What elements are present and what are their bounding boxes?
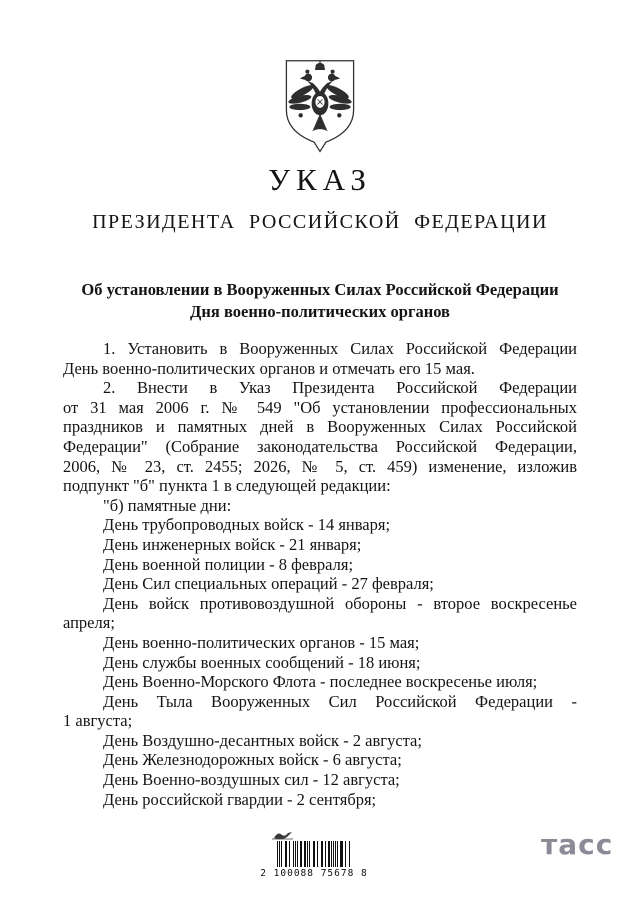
body-line: подпункт "б" пункта 1 в следующей редакции: xyxy=(63,476,391,496)
body-line: День российской гвардии - 2 сентября; xyxy=(103,789,377,809)
body-line: 2. Внести в Указ Президента Российской Федерации xyxy=(103,378,577,398)
body-line: День военной полиции - 8 февраля; xyxy=(103,554,354,574)
body-line: День трубопроводных войск - 14 января; xyxy=(103,515,391,535)
body-line: "б) памятные дни: xyxy=(103,495,232,515)
decree-title-line1: Об установлении в Вооруженных Силах Российской Федерации xyxy=(81,280,559,299)
body-line: День военно-политических органов и отмечать его 15 мая. xyxy=(63,358,475,378)
decree-title-line2: Дня военно-политических органов xyxy=(190,302,450,321)
body-line: День Тыла Вооруженных Сил Российской Федерации - xyxy=(103,691,577,711)
doc-type-heading: УКАЗ xyxy=(268,162,372,197)
body-line: праздников и памятных дней в Вооруженных Силах Российской xyxy=(63,417,577,437)
body-line: День Воздушно-десантных войск - 2 августа; xyxy=(103,730,422,750)
body-line: День службы военных сообщений - 18 июня; xyxy=(103,652,421,672)
body-line: от 31 мая 2006 г. № 549 "Об установлении профессиональных xyxy=(63,397,577,417)
barcode-digits: 2 100088 75678 8 xyxy=(260,868,368,879)
double-headed-eagle-graphic xyxy=(278,58,362,155)
body-line: День военно-политических органов - 15 мая; xyxy=(103,632,420,652)
russia-coat-of-arms-icon xyxy=(278,58,362,160)
barcode xyxy=(277,841,351,867)
body-line: 1 августа; xyxy=(63,711,133,731)
body-line: День Военно-воздушных сил - 12 августа; xyxy=(103,770,400,790)
body-line: День инженерных войск - 21 января; xyxy=(103,534,362,554)
decree-body xyxy=(63,339,577,809)
body-line: День войск противовоздушной обороны - второе воскресенье xyxy=(103,593,577,613)
tass-watermark: тасс xyxy=(541,828,614,861)
body-line: День Сил специальных операций - 27 февраля; xyxy=(103,574,434,594)
body-line: Федерации" (Собрание законодательства Российской Федерации, xyxy=(63,436,577,456)
body-line: 1. Установить в Вооруженных Силах Российской Федерации xyxy=(103,339,577,358)
body-line: День Железнодорожных войск - 6 августа; xyxy=(103,750,402,770)
decree-title xyxy=(63,279,577,323)
body-line: День Военно-Морского Флота - последнее воскресенье июля; xyxy=(103,672,538,692)
body-line: апреля; xyxy=(63,613,115,633)
issuer-heading: ПРЕЗИДЕНТА РОССИЙСКОЙ ФЕДЕРАЦИИ xyxy=(92,211,548,233)
body-line: 2006, № 23, ст. 2455; 2026, № 5, ст. 459) изменение, изложив xyxy=(63,456,577,476)
